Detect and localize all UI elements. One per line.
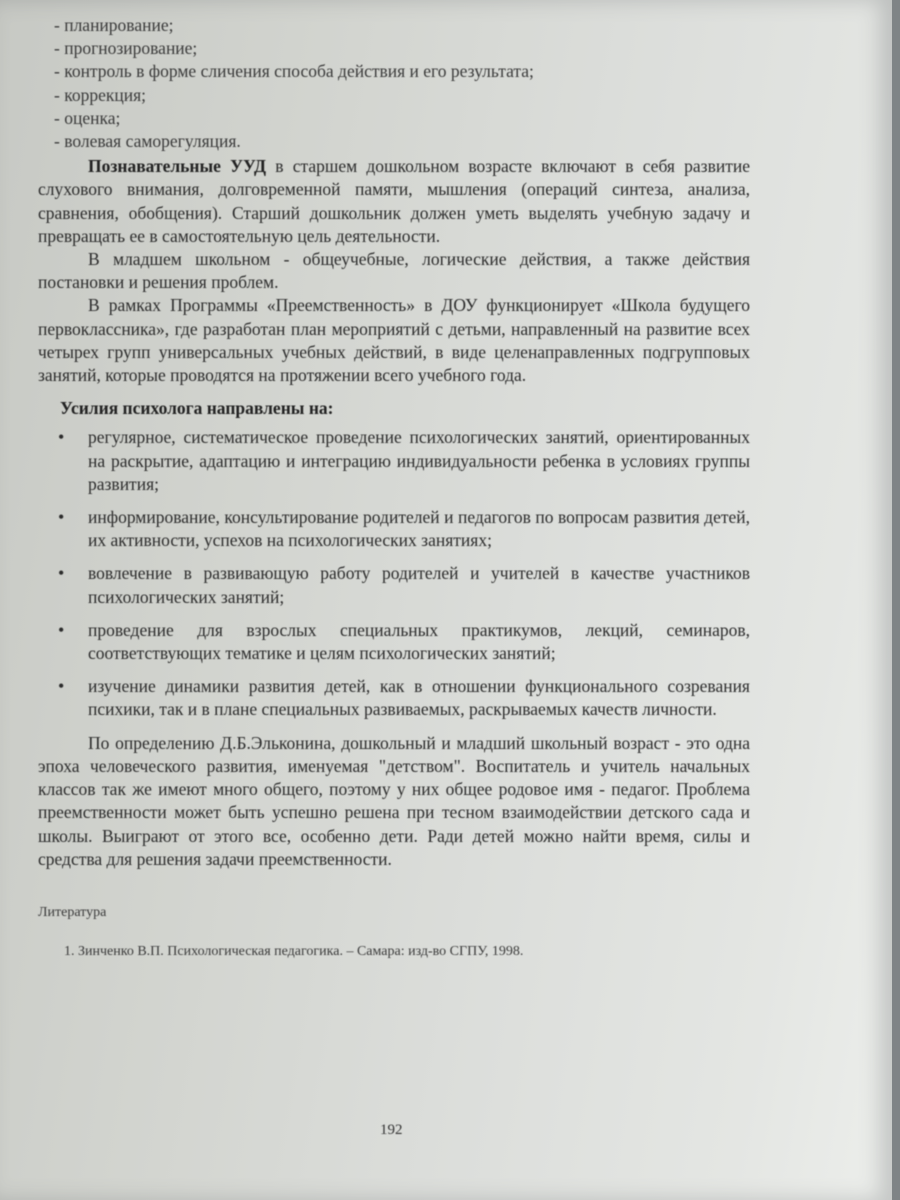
bullet-item: • изучение динамики развития детей, как в отношении функционального созревания психики, так и в плане специальных развиваемых, раскрываемых качеств личности. <box>38 675 750 721</box>
bullet-item: • проведение для взрослых специальных практикумов, лекций, семинаров, соответствующих тематике и целям психологических занятий; <box>38 619 750 665</box>
list-item: - планирование; <box>54 15 174 35</box>
list-item: - контроль в форме сличения способа действия и его результата; <box>54 61 534 82</box>
paragraph-cognitive-uud <box>38 155 750 248</box>
list-item: - коррекция; <box>54 84 146 105</box>
paragraph-junior-school: В младшем школьном - общеучебные, логические действия, а также действия постановки и решения проблем. <box>38 249 750 293</box>
literature-title: Литература <box>38 904 107 920</box>
literature-item: 1. Зинченко В.П. Психологическая педагогика. – Самара: изд-во СГПУ, 1998. <box>64 944 524 960</box>
page-text <box>38 14 750 963</box>
paragraph-program: В рамках Программы «Преемственность» в ДОУ функционирует «Школа будущего первоклассника», где разработан план мероприятий с детьми, направленный на развитие всех четырех групп универсальных учебных действий, в виде целенаправленных подгрупповых занятий, которые проводятся на протяжении всего учебного года. <box>38 295 750 386</box>
bullet-list <box>38 426 750 721</box>
bullet-item: • вовлечение в развивающую работу родителей и учителей в качестве участников психологических занятий; <box>38 562 750 608</box>
section-heading: Усилия психолога направлены на: <box>60 398 334 419</box>
list-item: - оценка; <box>54 107 121 128</box>
list-item: - волевая саморегуляция. <box>54 131 241 152</box>
paragraph-text: в старшем дошкольном возрасте включают в себя развитие слухового внимания, долговременной памяти, мышления (операций синтеза, анализа, сравнения, обобщения). Старший дошкольник должен уметь выделять учебную задачу и превращать ее в самостоятельную цель деятельности. <box>38 156 750 246</box>
list-item: - прогнозирование; <box>54 38 198 59</box>
bullet-item: • регулярное, систематическое проведение психологических занятий, ориентированных на раскрытие, адаптацию и интеграцию индивидуальности ребенка в условиях группы развития; <box>38 426 750 496</box>
paragraph-elkonin: По определению Д.Б.Эльконина, дошкольный и младший школьный возраст - это одна эпоха человеческого развития, именуемая "детством". Воспитатель и учитель начальных классов так же имеют много общего, поэтому у них общее родовое имя - педагог. Проблема преемственности может быть успешно решена при тесном взаимодействии детского сада и школы. Выиграют от этого все, особенно дети. Ради детей можно найти время, силы и средства для решения задачи преемственности. <box>38 732 750 869</box>
bullet-item: • информирование, консультирование родителей и педагогов по вопросам развития детей, их активности, успехов на психологических занятиях; <box>38 506 750 552</box>
page-number: 192 <box>380 1122 403 1138</box>
bold-term: Познавательные УУД <box>88 156 267 177</box>
